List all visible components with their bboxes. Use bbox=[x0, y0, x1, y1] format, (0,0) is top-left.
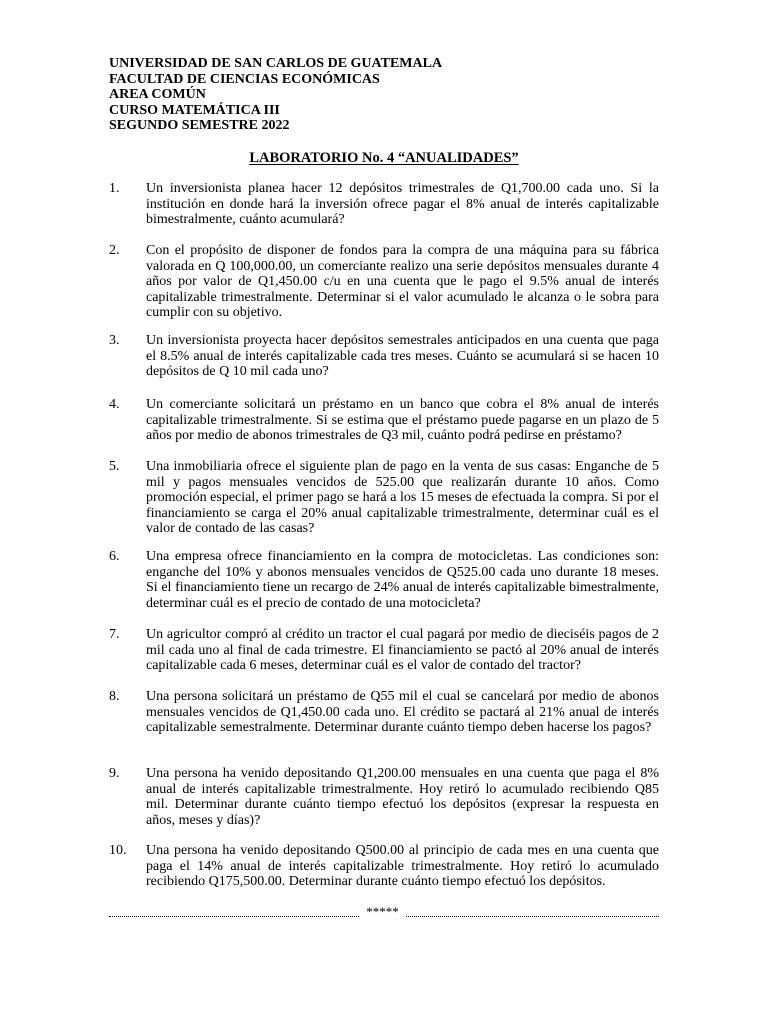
university-name: UNIVERSIDAD DE SAN CARLOS DE GUATEMALA bbox=[109, 56, 443, 71]
dotted-line-right bbox=[406, 916, 659, 917]
problem-item bbox=[109, 766, 659, 828]
problem-number: 4. bbox=[109, 397, 120, 412]
problem-item bbox=[109, 627, 659, 674]
area-name: AREA COMÚN bbox=[109, 87, 206, 102]
problem-item bbox=[109, 459, 659, 537]
semester-label: SEGUNDO SEMESTRE 2022 bbox=[109, 118, 290, 133]
problem-item bbox=[109, 181, 659, 228]
footer-separator bbox=[109, 906, 659, 920]
problem-text: Una persona ha venido depositando Q1,200.00 mensuales en una cuenta que paga el 8% anual de interés capitalizable trimestralmente. Hoy retiró lo acumulado recibiendo Q85 mil. Determinar durante cuánto tiempo efectuó los depósitos (expresar la respuesta en años, meses y días)? bbox=[146, 766, 659, 828]
problem-item bbox=[109, 689, 659, 736]
problem-item bbox=[109, 333, 659, 380]
problem-number: 5. bbox=[109, 459, 120, 474]
problem-number: 2. bbox=[109, 243, 120, 258]
problem-text: Con el propósito de disponer de fondos para la compra de una máquina para su fábrica valorada en Q 100,000.00, un comerciante realizo una serie depósitos mensuales durante 4 años por valor de Q1,450.00 c/u en una cuenta que le pago el 9.5% anual de interés capitalizable trimestralmente. Determinar si el valor acumulado le alcanza o le sobra para cumplir con su objetivo. bbox=[146, 243, 659, 321]
problem-text: Una persona ha venido depositando Q500.00 al principio de cada mes en una cuenta que paga el 14% anual de interés capitalizable trimestralmente. Hoy retiró lo acumulado recibiendo Q175,500.00. Determinar durante cuánto tiempo efectuó los depósitos. bbox=[146, 843, 659, 890]
problem-number: 7. bbox=[109, 627, 120, 642]
problem-text: Un inversionista proyecta hacer depósitos semestrales anticipados en una cuenta que paga el 8.5% anual de interés capitalizable cada tres meses. Cuánto se acumulará si se hacen 10 depósitos de Q 10 mil cada uno? bbox=[146, 333, 659, 380]
document-title: LABORATORIO No. 4 “ANUALIDADES” bbox=[249, 150, 519, 166]
problem-number: 1. bbox=[109, 181, 120, 196]
problem-text: Un agricultor compró al crédito un tractor el cual pagará por medio de dieciséis pagos de 2 mil cada uno al final de cada trimestre. El financiamiento se pactó al 20% anual de interés capitalizable cada 6 meses, determinar cuál es el valor de contado del tractor? bbox=[146, 627, 659, 674]
problem-text: Una persona solicitará un préstamo de Q55 mil el cual se cancelará por medio de abonos mensuales vencidos de Q1,450.00 cada uno. El crédito se pactará al 21% anual de interés capitalizable semestralmente. Determinar durante cuánto tiempo deben hacerse los pagos? bbox=[146, 689, 659, 736]
problem-number: 8. bbox=[109, 689, 120, 704]
problem-number: 10. bbox=[109, 843, 127, 858]
problem-text: Un comerciante solicitará un préstamo en un banco que cobra el 8% anual de interés capitalizable trimestralmente. Si se estima que el préstamo puede pagarse en un plazo de 5 años por medio de abonos trimestrales de Q3 mil, cuánto podrá pedirse en préstamo? bbox=[146, 397, 659, 444]
faculty-name: FACULTAD DE CIENCIAS ECONÓMICAS bbox=[109, 71, 380, 87]
problem-item bbox=[109, 843, 659, 890]
problem-number: 9. bbox=[109, 766, 120, 781]
course-name: CURSO MATEMÁTICA III bbox=[109, 102, 280, 118]
problem-item bbox=[109, 397, 659, 444]
problem-number: 3. bbox=[109, 333, 120, 348]
document-header bbox=[109, 56, 442, 134]
problem-number: 6. bbox=[109, 549, 120, 564]
separator-stars: ***** bbox=[366, 904, 399, 919]
dotted-line-left bbox=[109, 916, 359, 917]
problem-text: Un inversionista planea hacer 12 depósitos trimestrales de Q1,700.00 cada uno. Si la institución en donde hará la inversión ofrece pagar el 8% anual de interés capitalizable bimestralmente, cuánto acumulará? bbox=[146, 181, 659, 228]
problem-item bbox=[109, 549, 659, 611]
problem-text: Una inmobiliaria ofrece el siguiente plan de pago en la venta de sus casas: Enganche de 5 mil y pagos mensuales vencidos de 525.00 que realizarán durante 10 años. Como promoción especial, el primer pago se hará a los 15 meses de efectuada la compra. Si por el financiamiento se carga el 20% anual capitalizable trimestralmente, determinar cuál es el valor de contado de las casas? bbox=[146, 459, 659, 537]
problem-item bbox=[109, 243, 659, 321]
problem-text: Una empresa ofrece financiamiento en la compra de motocicletas. Las condiciones son: enganche del 10% y abonos mensuales vencidos de Q525.00 cada uno durante 18 meses. Si el financiamiento tiene un recargo de 24% anual de interés capitalizable bimestralmente, determinar cuál es el precio de contado de una motocicleta? bbox=[146, 549, 659, 611]
